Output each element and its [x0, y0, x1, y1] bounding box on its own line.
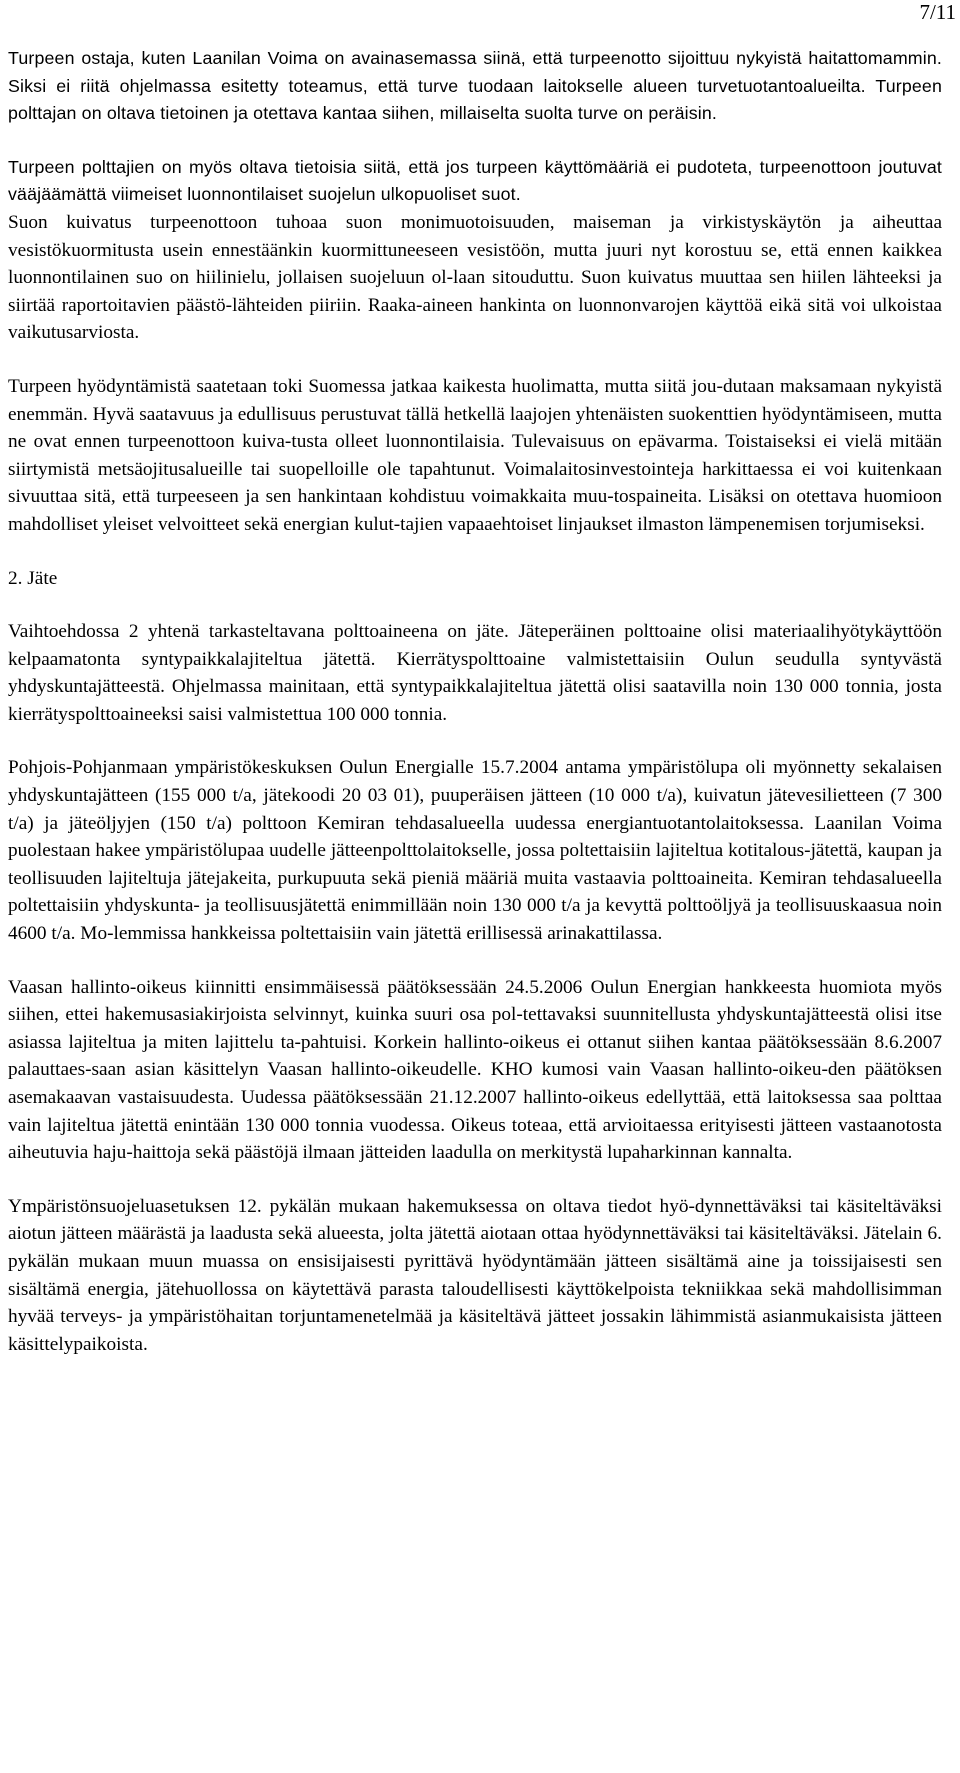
- paragraph-court-decisions: Vaasan hallinto-oikeus kiinnitti ensimmäisessä päätöksessään 24.5.2006 Oulun Energian hankkeesta huomiota myös siihen, ettei hakemusasiakirjoista selvinnyt, kuinka suuri osa pol-tettavaksi suunnitellusta yhdyskuntajätteestä olisi itse asiassa lajiteltua ja miten lajittelu ta-pahtuisi. Korkein hallinto-oikeus ei ottanut siihen kantaa päätöksessään 8.6.2007 palauttaes-saan asian käsittelyn Vaasan hallinto-oikeudelle. KHO kumosi vain Vaasan hallinto-oikeu-den päätöksen asemakaavan vastaisuudesta. Uudessa päätöksessään 21.12.2007 hallinto-oikeus edellyttää, että laitoksessa saa polttaa vain lajiteltua jätettä enintään 130 000 tonnia vuodessa. Oikeus toteaa, että arvioitaessa erityisesti jätteen vastaanotosta aiheutuvia haju-haittoja sekä päästöjä ilmaan jätteiden laadulla on merkitystä lupaharkinnan kannalta.: [8, 976, 942, 1164]
- paragraph-waste-fuel: Vaihtoehdossa 2 yhtenä tarkasteltavana polttoaineena on jäte. Jäteperäinen polttoaine olisi materiaalihyötykäyttöön kelpaamatonta syntypaikkalajiteltua jätettä. Kierrätyspolttoaine valmistettaisiin Oulun seudulla syntyvästä yhdyskuntajätteestä. Ohjelmassa mainitaan, että syntypaikkalajiteltua jätettä olisi saatavilla noin 130 000 tonnia, josta kierrätyspolttoaineeksi saisi valmistettua 100 000 tonnia.: [8, 621, 942, 725]
- paragraph-peat-utilization: Turpeen hyödyntämistä saatetaan toki Suomessa jatkaa kaikesta huolimatta, mutta siitä jou-dutaan maksamaan nykyistä enemmän. Hyvä saatavuus ja edullisuus perustuvat tällä hetkellä laajojen yhtenäisten suokenttien hyödyntämiseen, mutta ne ovat ennen turpeenottoon kuiva-tusta olleet luonnontilaisia. Tulevaisuus on epävarma. Toistaiseksi ei vielä mitään siirtymistä metsäojitusalueille tai suopelloille ole tapahtunut. Voimalaitosinvestointeja harkittaessa ei voi kuitenkaan sivuuttaa sitä, että turpeeseen ja sen hankintaan kohdistuu voimakkaita muu-tospaineita. Lisäksi on otettava huomioon mahdolliset yleiset velvoitteet sekä energian kulut-tajien vapaaehtoiset linjaukset ilmaston lämpenemisen torjumiseksi.: [8, 375, 942, 535]
- paragraph-bog-drainage: Suon kuivatus turpeenottoon tuhoaa suon monimuotoisuuden, maiseman ja virkistyskäytön ja aiheuttaa vesistökuormitusta usein ennestäänkin kuormittuneeseen vesistöön, mutta juuri nyt korostuu se, että ennen kaikkea luonnontilainen suo on hiilinielu, jollaisen suojeluun ol-laan sitouduttu. Suon kuivatus muuttaa sen hiilen lähteeksi ja siirtää raportoitavien päästö-lähteiden piiriin. Raaka-aineen hankinta on luonnonvarojen käyttöä eikä sitä voi ulkoistaa vaikutusarviosta.: [8, 211, 942, 344]
- paragraph-environmental-permit: Pohjois-Pohjanmaan ympäristökeskuksen Oulun Energialle 15.7.2004 antama ympäristölupa oli myönnetty sekalaisen yhdyskuntajätteen (155 000 t/a, jätekoodi 20 03 01), puuperäisen jätteen (10 000 t/a), kuivatun jätevesilietteen (7 300 t/a) ja jäteöljyjen (150 t/a) polttoon Kemiran tehdasalueella uudessa energiantuotantolaitoksessa. Laanilan Voima puolestaan hakee ympäristölupaa uudelle jätteenpolttolaitokselle, jossa poltettaisiin lajiteltua kotitalous-jätettä, kaupan ja teollisuuden lajiteltuja jätejakeita, purkupuuta sekä pieniä määriä muita vastaavia polttoaineita. Kemiran tehdasalueella poltettaisiin yhdyskunta- ja teollisuusjätettä enimmillään noin 130 000 t/a ja kevyttä polttoöljyä ja teollisuuskaasua noin 4600 t/a. Mo-lemmissa hankkeissa poltettaisiin vain jätettä erillisessä arinakattilassa.: [8, 757, 942, 945]
- page-number: 7/11: [919, 0, 956, 24]
- document-body: [8, 45, 942, 1384]
- section-heading-waste: 2. Jäte: [8, 567, 58, 589]
- paragraph-regulations: Ympäristönsuojeluasetuksen 12. pykälän mukaan hakemuksessa on oltava tiedot hyö-dynnettäväksi tai käsiteltäväksi aiotun jätteen määrästä ja laadusta sekä alueesta, jolta jätettä aiotaan ottaa hyödynnettäväksi tai käsiteltäväksi. Jätelain 6. pykälän mukaan muun muassa on ensisijaisesti pyrittävä hyödyntämään jätteen sisältämä aine ja toissijaisesti sen sisältämä energia, jätehuollossa on käytettävä parasta taloudellisesti käyttökelpoista tekniikkaa sekä mahdollisimman hyvää terveys- ja ympäristöhaitan torjuntamenetelmää ja käsiteltävä jätteet jossakin lähimmistä asianmukaisista jätteen käsittelypaikoista.: [8, 1195, 942, 1355]
- paragraph-peat-buyer: Turpeen ostaja, kuten Laanilan Voima on avainasemassa siinä, että turpeenotto sijoittuu nykyistä haitattomammin. Siksi ei riitä ohjelmassa esitetty toteamus, että turve tuodaan laitokselle alueen turvetuotantoalueilta. Turpeen polttajan on oltava tietoinen ja otettava kantaa siihen, millaiselta suolta turve on peräisin.: [8, 48, 942, 124]
- paragraph-peat-burners: Turpeen polttajien on myös oltava tietoisia siitä, että jos turpeen käyttömääriä ei pudoteta, turpeenottoon joutuvat vääjäämättä viimeiset luonnontilaiset suojelun ulkopuoliset suot.: [8, 156, 942, 205]
